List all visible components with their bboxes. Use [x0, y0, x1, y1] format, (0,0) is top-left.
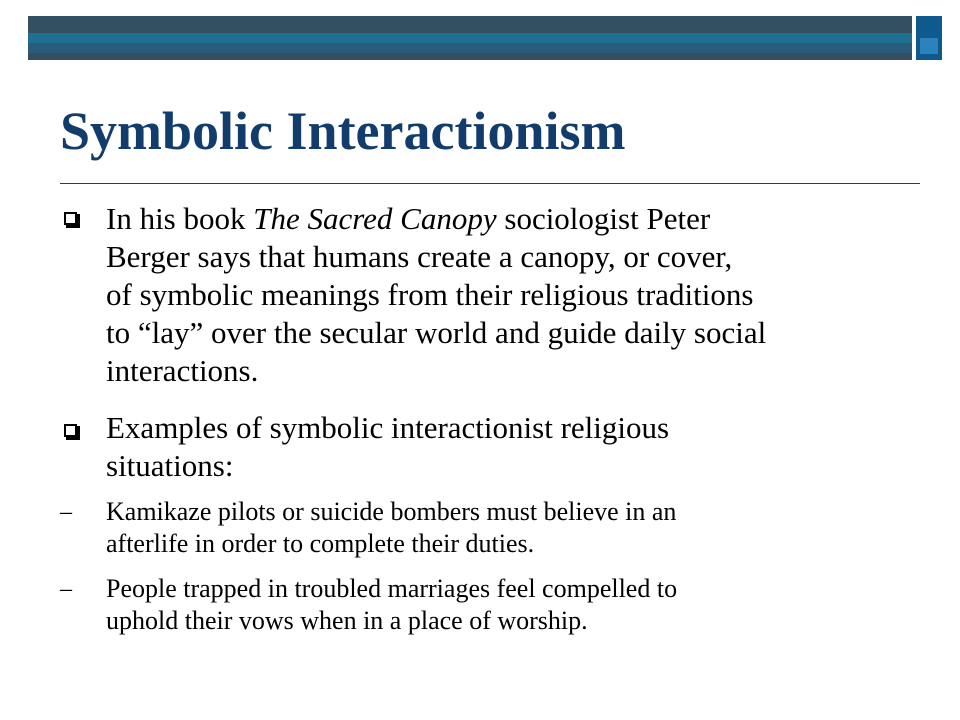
book-title: The Sacred Canopy: [253, 201, 497, 236]
header-stripe-dark: [28, 43, 912, 53]
dash-marker: –: [60, 499, 72, 525]
dash-marker: –: [60, 576, 72, 602]
title-divider: [60, 183, 920, 184]
bullet-1-line-1: [106, 200, 906, 238]
bullet-1-line-5: interactions.: [106, 353, 259, 388]
subitem-2-line-1: People trapped in troubled marriages feel compelled to: [106, 574, 678, 603]
hollow-square-bullet-icon: [64, 212, 77, 225]
header-decoration-bar: [28, 16, 942, 60]
bullet-1-line-4: to “lay” over the secular world and guide daily social: [106, 315, 767, 350]
subitem-1-line-1: Kamikaze pilots or suicide bombers must believe in an: [106, 497, 677, 526]
bullet-1-line-1-after: sociologist Peter: [496, 201, 711, 236]
header-accent-square-inner: [920, 38, 938, 54]
subitem-2-line-2: uphold their vows when in a place of worship.: [106, 606, 588, 635]
bullet-2-line-1: Examples of symbolic interactionist religious: [106, 410, 670, 445]
subitem-1-text: [106, 496, 826, 560]
hollow-square-bullet-icon: [64, 424, 77, 437]
bullet-1-line-1-before: In his book: [106, 201, 254, 236]
slide-title: Symbolic Interactionism: [60, 101, 626, 161]
header-stripe-light: [28, 33, 912, 43]
bullet-1-text: [106, 200, 906, 390]
header-accent-square: [916, 16, 942, 60]
subitem-2-text: [106, 573, 826, 637]
bullet-1-line-2: Berger says that humans create a canopy, or cover,: [106, 239, 733, 274]
bullet-2-text: [106, 409, 906, 485]
subitem-1-line-2: afterlife in order to complete their duties.: [106, 529, 535, 558]
bullet-2-line-2: situations:: [106, 448, 234, 483]
bullet-1-line-3: of symbolic meanings from their religious traditions: [106, 277, 754, 312]
header-bar: [28, 16, 912, 60]
